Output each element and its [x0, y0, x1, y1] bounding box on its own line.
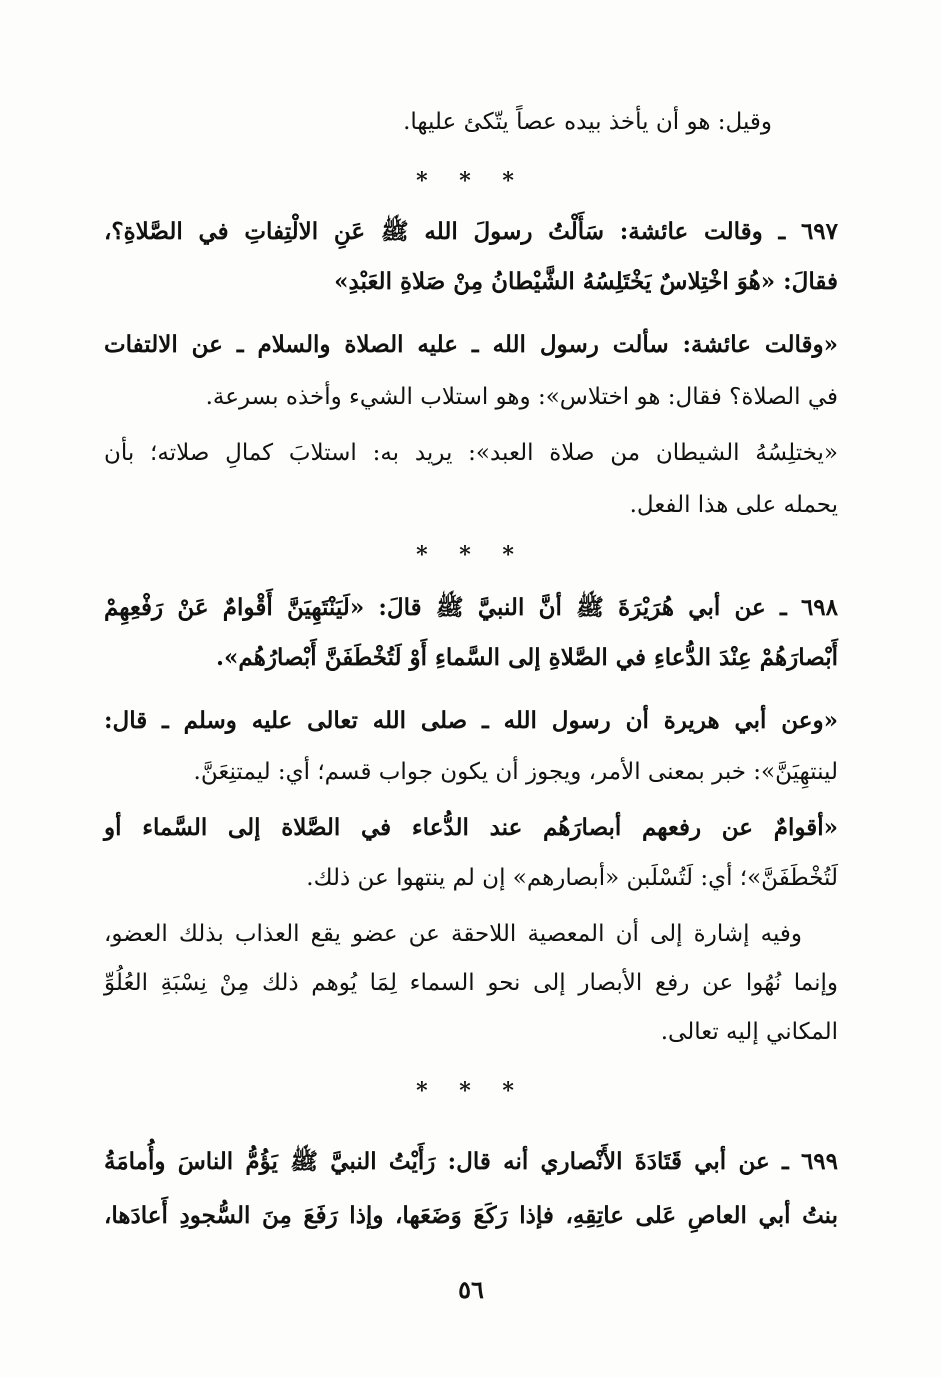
text-line: وقيل: هو أن يأخذ بيده عصاً يتّكئ عليها.	[403, 109, 772, 135]
commentary-698a-line-2: لينتهِيَنَّ»: خبر بمعنى الأمر، ويجوز أن يكون جواب قسم؛ أي: ليمتنِعَنَّ.	[193, 759, 838, 785]
hadith-698-line-1: ٦٩٨ ـ عن أبي هُرَيْرَةَ ﷺ أنَّ النبيَّ ﷺ قالَ: «لَيَنْتَهِيَنَّ أَقْوامٌ عَنْ رَفْعِهِمْ	[104, 594, 838, 621]
commentary-697b-line-1: «يختلِسُهُ الشيطان من صلاة العبد»: يريد به: استلابَ كمالِ صلاته؛ بأن	[104, 440, 838, 466]
commentary-697b-line-2: يحمله على هذا الفعل.	[629, 492, 838, 518]
commentary-698c-line-1: وفيه إشارة إلى أن المعصية اللاحقة عن عضو يقع العذاب بذلك العضو،	[104, 921, 802, 947]
section-separator: * * *	[416, 1078, 526, 1104]
page-number: ٥٦	[458, 1275, 484, 1304]
hadith-697-line-2: فقالَ: «هُوَ اخْتِلاسٌ يَخْتَلِسُهُ الشَّيْطانُ مِنْ صَلاةِ العَبْدِ»	[334, 268, 838, 295]
commentary-698c-line-3: المكاني إليه تعالى.	[660, 1019, 838, 1045]
hadith-697-line-1: ٦٩٧ ـ وقالت عائشة: سَأَلْتُ رسولَ الله ﷺ عَنِ الالْتِفاتِ في الصَّلاةِ؟،	[104, 218, 838, 245]
commentary-697a-line-1: «وقالت عائشة: سألت رسول الله ـ عليه الصلاة والسلام ـ عن الالتفات	[104, 331, 838, 358]
hadith-699-line-1: ٦٩٩ ـ عن أبي قَتَادَةَ الأَنْصاري أنه قال: رَأَيْتُ النبيَّ ﷺ يَؤُمُّ الناسَ وأُمامَةُ	[104, 1148, 838, 1175]
commentary-698b-line-2: لَتُخْطَفَنَّ»؛ أي: لَتُسْلَبن «أبصارهم» إن لم ينتهوا عن ذلك.	[306, 865, 838, 891]
hadith-699-line-2: بنتُ أبي العاصِ عَلى عاتِقِهِ، فإذا رَكَعَ وَضَعَها، وإذا رَفَعَ مِنَ السُّجودِ أَعادَها،	[104, 1202, 838, 1229]
commentary-698a-line-1: «وعن أبي هريرة أن رسول الله ـ صلى الله تعالى عليه وسلم ـ قال:	[104, 707, 838, 734]
section-separator: * * *	[416, 168, 526, 194]
section-separator: * * *	[416, 542, 526, 568]
commentary-698c-line-2: وإنما نُهُوا عن رفع الأبصار إلى نحو السماء لِمَا يُوهم ذلك مِنْ نِسْبَةِ العُلُوِّ	[104, 970, 838, 996]
commentary-698b-line-1: «أقوامٌ عن رفعهم أبصارَهُم عند الدُّعاء في الصَّلاة إلى السَّماء أو	[104, 814, 838, 841]
commentary-697a-line-2: في الصلاة؟ فقال: هو اختلاس»: وهو استلاب الشيء وأخذه بسرعة.	[205, 384, 838, 410]
hadith-698-line-2: أَبْصارَهُمْ عِنْدَ الدُّعاءِ في الصَّلاةِ إلى السَّماءِ أَوْ لَتُخْطَفَنَّ أَبْصارُهُم».	[216, 644, 838, 671]
